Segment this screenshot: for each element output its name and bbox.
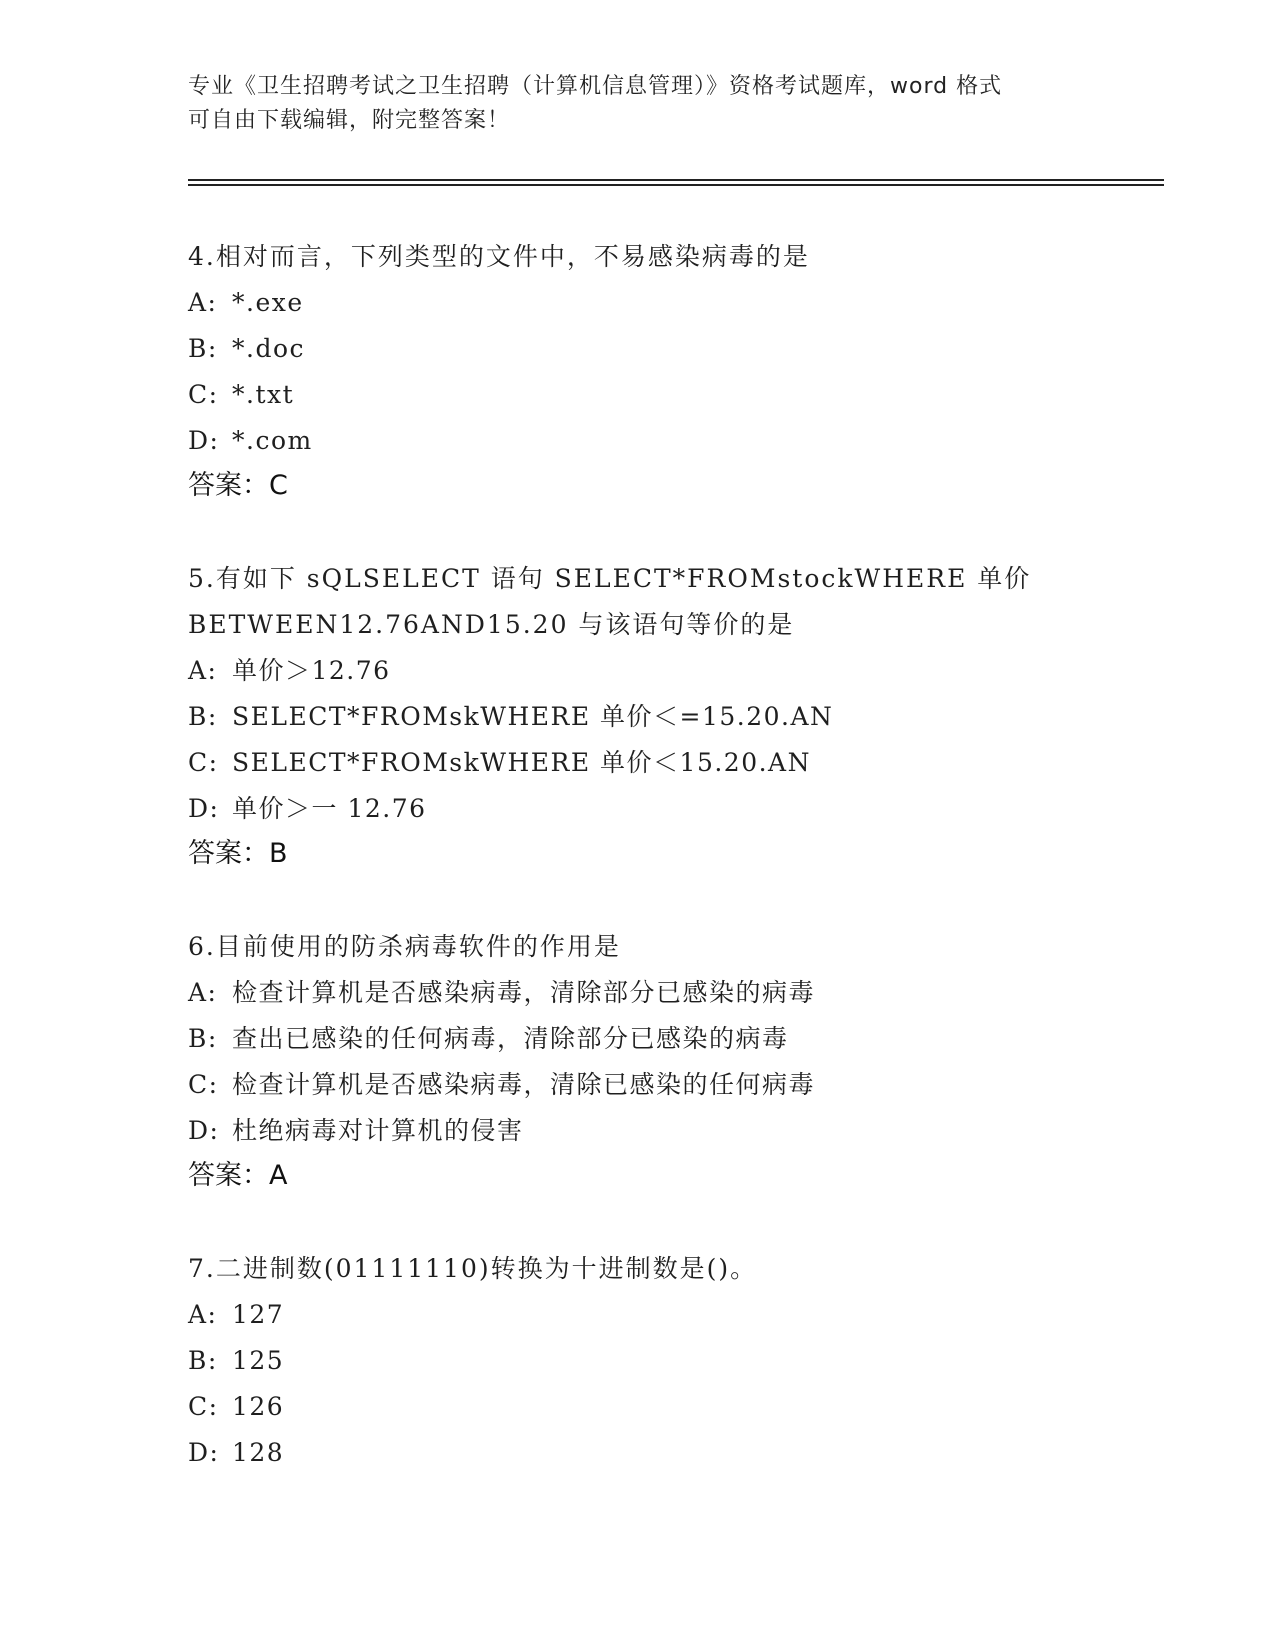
option-text: 125 — [232, 1346, 285, 1375]
question-text: 6.目前使用的防杀病毒软件的作用是 — [188, 932, 621, 961]
question-6 — [188, 924, 1148, 1198]
option-d — [188, 1430, 1148, 1476]
option-label: D: — [188, 1116, 220, 1145]
header-line-1: 专业《卫生招聘考试之卫生招聘（计算机信息管理）》资格考试题库，word 格式 — [188, 74, 1003, 99]
option-a — [188, 970, 1148, 1016]
option-label: B: — [188, 1346, 218, 1375]
document-header — [188, 70, 1088, 138]
option-b — [188, 1338, 1148, 1384]
option-d — [188, 418, 1148, 464]
option-label: C: — [188, 1070, 219, 1099]
answer: 答案：C — [188, 470, 288, 501]
option-text: *.doc — [232, 334, 306, 363]
option-text: 检查计算机是否感染病毒，清除部分已感染的病毒 — [232, 978, 816, 1007]
option-label: A: — [188, 978, 218, 1007]
question-text: 4.相对而言，下列类型的文件中，不易感染病毒的是 — [188, 242, 810, 271]
option-label: C: — [188, 1392, 219, 1421]
option-b — [188, 694, 1148, 740]
option-text: 127 — [232, 1300, 285, 1329]
option-label: C: — [188, 748, 219, 777]
option-d — [188, 786, 1148, 832]
option-label: B: — [188, 334, 218, 363]
option-label: B: — [188, 702, 218, 731]
header-divider-bottom — [188, 184, 1164, 186]
option-text: 查出已感染的任何病毒，清除部分已感染的病毒 — [232, 1024, 789, 1053]
question-text-continued: BETWEEN12.76AND15.20 与该语句等价的是 — [188, 610, 795, 639]
option-c — [188, 372, 1148, 418]
question-text: 5.有如下 sQLSELECT 语句 SELECT*FROMstockWHERE 单价 — [188, 564, 1032, 593]
option-label: A: — [188, 288, 218, 317]
option-c — [188, 1384, 1148, 1430]
question-text: 7.二进制数(01111110)转换为十进制数是()。 — [188, 1254, 758, 1283]
option-a — [188, 648, 1148, 694]
header-divider-top — [188, 179, 1164, 181]
question-5 — [188, 556, 1148, 876]
option-label: D: — [188, 1438, 220, 1467]
option-text: SELECT*FROMskWHERE 单价＜=15.20.AN — [232, 702, 834, 731]
question-7 — [188, 1246, 1148, 1476]
option-label: A: — [188, 656, 218, 685]
option-text: SELECT*FROMskWHERE 单价＜15.20.AN — [232, 748, 811, 777]
option-a — [188, 1292, 1148, 1338]
answer: 答案：B — [188, 838, 288, 869]
option-text: 126 — [232, 1392, 285, 1421]
header-line-2: 可自由下载编辑，附完整答案！ — [188, 108, 511, 133]
option-c — [188, 1062, 1148, 1108]
option-d — [188, 1108, 1148, 1154]
option-text: *.com — [232, 426, 313, 455]
option-text: 单价＞一 12.76 — [232, 794, 427, 823]
option-text: *.txt — [232, 380, 295, 409]
option-label: A: — [188, 1300, 218, 1329]
option-a — [188, 280, 1148, 326]
option-b — [188, 326, 1148, 372]
option-text: 128 — [232, 1438, 285, 1467]
option-text: *.exe — [232, 288, 304, 317]
option-label: D: — [188, 426, 220, 455]
option-label: D: — [188, 794, 220, 823]
option-text: 杜绝病毒对计算机的侵害 — [232, 1116, 524, 1145]
option-b — [188, 1016, 1148, 1062]
option-text: 单价＞12.76 — [232, 656, 391, 685]
option-c — [188, 740, 1148, 786]
answer: 答案：A — [188, 1160, 288, 1191]
option-label: C: — [188, 380, 219, 409]
question-4 — [188, 234, 1148, 508]
option-label: B: — [188, 1024, 218, 1053]
option-text: 检查计算机是否感染病毒，清除已感染的任何病毒 — [232, 1070, 816, 1099]
